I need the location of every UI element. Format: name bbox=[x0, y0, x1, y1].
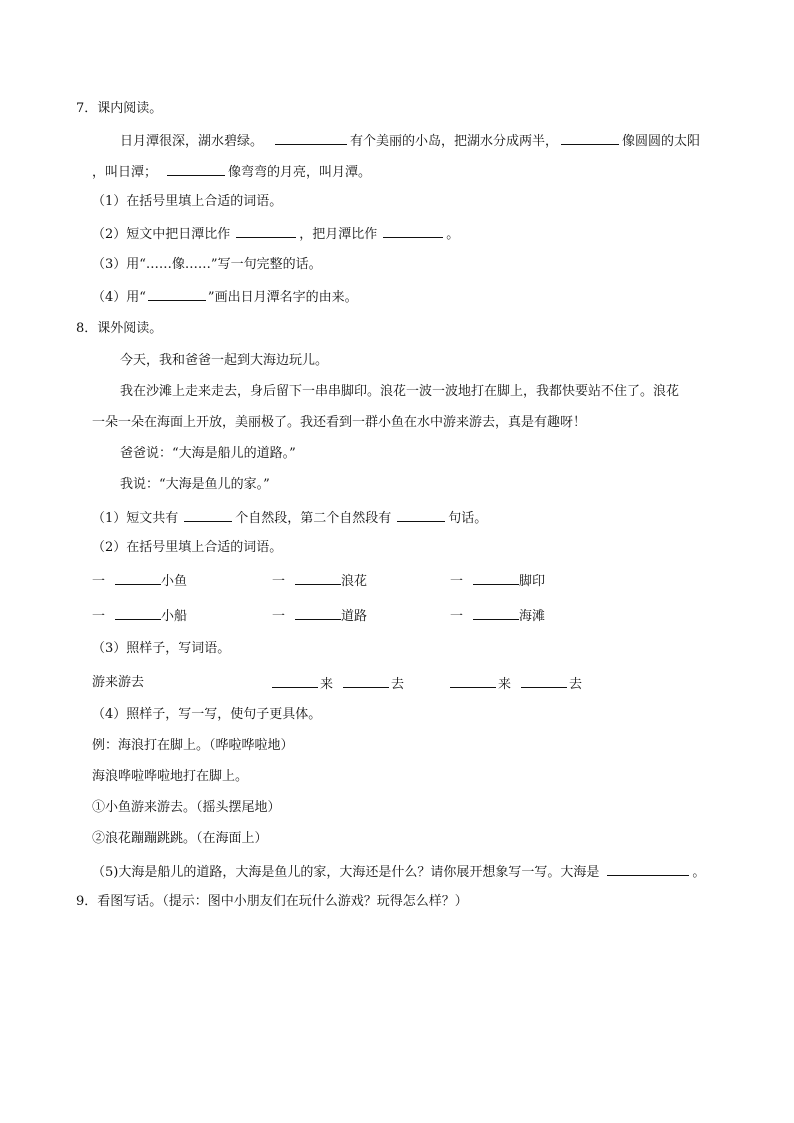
q8-blank-lai[interactable] bbox=[450, 674, 496, 688]
q8-yi: 一 bbox=[272, 574, 286, 589]
q7-sub4-text: ”画出日月潭名字的由来。 bbox=[207, 290, 358, 305]
q8-sub1 bbox=[92, 508, 487, 528]
q8-blank-measure[interactable] bbox=[473, 606, 519, 620]
q8-sub1-text: 个自然段，第二个自然段有 bbox=[235, 511, 392, 526]
q8-blank-lai[interactable] bbox=[272, 674, 318, 688]
q7-passage-text: ，叫日潭； bbox=[92, 165, 158, 180]
q8-item2: ②浪花蹦蹦跳跳。（在海面上） bbox=[92, 831, 268, 846]
q7-blank-moon[interactable] bbox=[167, 162, 225, 176]
q8-yi: 一 bbox=[450, 574, 464, 589]
q8-measure-item bbox=[92, 606, 187, 626]
q7-blank-sun[interactable] bbox=[561, 131, 619, 145]
q8-blank-measure[interactable] bbox=[115, 571, 161, 585]
q8-sub5 bbox=[92, 862, 705, 882]
q7-sub4-text: （4）用“ bbox=[92, 290, 146, 305]
q8-sub2: （2）在括号里填上合适的词语。 bbox=[92, 540, 283, 555]
q7-sub2 bbox=[92, 224, 459, 244]
q8-para2-line2: 一朵一朵在海面上开放，美丽极了。我还看到一群小鱼在水中游来游去，真是有趣呀！ bbox=[92, 415, 587, 430]
q8-example-line: 例：海浪打在脚上。（哗啦哗啦地） bbox=[92, 738, 294, 753]
q8-yi: 一 bbox=[92, 609, 106, 624]
q8-blank-qu[interactable] bbox=[521, 674, 567, 688]
q7-sub4 bbox=[92, 287, 358, 307]
q8-word: 道路 bbox=[341, 609, 368, 624]
q7-blank-island[interactable] bbox=[275, 131, 347, 145]
q7-sub2-text: ，把月潭比作 bbox=[299, 227, 378, 242]
q8-sub4: （4）照样子，写一写，使句子更具体。 bbox=[92, 707, 322, 722]
q8-yi: 一 bbox=[92, 574, 106, 589]
q7-sub1: （1）在括号里填上合适的词语。 bbox=[92, 194, 283, 209]
q8-blank-paragraph-count[interactable] bbox=[184, 508, 232, 522]
q8-measure-item bbox=[272, 606, 367, 626]
q8-sub3: （3）照样子，写词语。 bbox=[92, 641, 231, 656]
q7-blank-underline-symbol bbox=[148, 287, 206, 301]
q7-blank-moon-metaphor[interactable] bbox=[383, 224, 443, 238]
q8-blank-sea-imagination[interactable] bbox=[607, 862, 689, 876]
q8-para4: 我说：“大海是鱼儿的家。” bbox=[120, 477, 270, 492]
q8-lai-qu-item bbox=[450, 674, 582, 694]
q8-sub5-text: （5)大海是船儿的道路，大海是鱼儿的家，大海还是什么？请你展开想象写一写。大海是 bbox=[92, 865, 600, 880]
q8-lai-qu-item bbox=[272, 674, 404, 694]
q7-passage-text: 像弯弯的月亮，叫月潭。 bbox=[228, 165, 372, 180]
q8-measure-item bbox=[272, 571, 367, 591]
q8-word: 小船 bbox=[161, 609, 188, 624]
q8-blank-measure[interactable] bbox=[473, 571, 519, 585]
q8-title: 8．课外阅读。 bbox=[76, 321, 163, 336]
q8-blank-measure[interactable] bbox=[295, 606, 341, 620]
q8-measure-item bbox=[450, 606, 545, 626]
q8-lai: 来 bbox=[498, 677, 512, 692]
q7-sub2-text: （2）短文中把日潭比作 bbox=[92, 227, 231, 242]
q8-qu: 去 bbox=[569, 677, 583, 692]
q7-title: 7．课内阅读。 bbox=[76, 101, 163, 116]
q8-yi: 一 bbox=[272, 609, 286, 624]
q8-yi: 一 bbox=[450, 609, 464, 624]
q7-passage-line1 bbox=[120, 131, 700, 151]
q8-sub1-text: （1）短文共有 bbox=[92, 511, 179, 526]
q8-item1: ①小鱼游来游去。（摇头摆尾地） bbox=[92, 800, 281, 815]
q8-measure-item bbox=[92, 571, 187, 591]
q7-passage-text: 有个美丽的小岛，把湖水分成两半， bbox=[350, 134, 559, 149]
q7-sub3: （3）用“……像……”写一句完整的话。 bbox=[92, 257, 322, 272]
q8-example-answer: 海浪哗啦哗啦地打在脚上。 bbox=[92, 769, 249, 784]
q8-word: 海滩 bbox=[519, 609, 546, 624]
q8-sub1-text: 句话。 bbox=[448, 511, 488, 526]
q8-word: 浪花 bbox=[341, 574, 368, 589]
q8-word: 小鱼 bbox=[161, 574, 188, 589]
q8-blank-measure[interactable] bbox=[295, 571, 341, 585]
q8-example-word: 游来游去 bbox=[92, 675, 145, 690]
q8-lai: 来 bbox=[320, 677, 334, 692]
q8-qu: 去 bbox=[391, 677, 405, 692]
q8-blank-sentence-count[interactable] bbox=[397, 508, 445, 522]
q8-word: 脚印 bbox=[519, 574, 546, 589]
q7-passage-text: 像圆圆的太阳 bbox=[622, 134, 701, 149]
q7-blank-sun-metaphor[interactable] bbox=[236, 224, 296, 238]
q8-para1: 今天，我和爸爸一起到大海边玩儿。 bbox=[120, 353, 329, 368]
q9-title: 9．看图写话。（提示：图中小朋友们在玩什么游戏？玩得怎么样？） bbox=[76, 894, 468, 909]
q7-passage-text: 日月潭很深，湖水碧绿。 bbox=[120, 134, 264, 149]
q8-para3: 爸爸说：“大海是船儿的道路。” bbox=[120, 446, 296, 461]
q8-para2-line1: 我在沙滩上走来走去，身后留下一串串脚印。浪花一波一波地打在脚上，我都快要站不住了。浪花 bbox=[120, 384, 680, 399]
q7-sub2-text: 。 bbox=[446, 227, 460, 242]
q7-passage-line2 bbox=[92, 162, 371, 182]
q8-blank-measure[interactable] bbox=[115, 606, 161, 620]
q8-sub5-text: 。 bbox=[692, 865, 706, 880]
q8-measure-item bbox=[450, 571, 545, 591]
q8-blank-qu[interactable] bbox=[343, 674, 389, 688]
